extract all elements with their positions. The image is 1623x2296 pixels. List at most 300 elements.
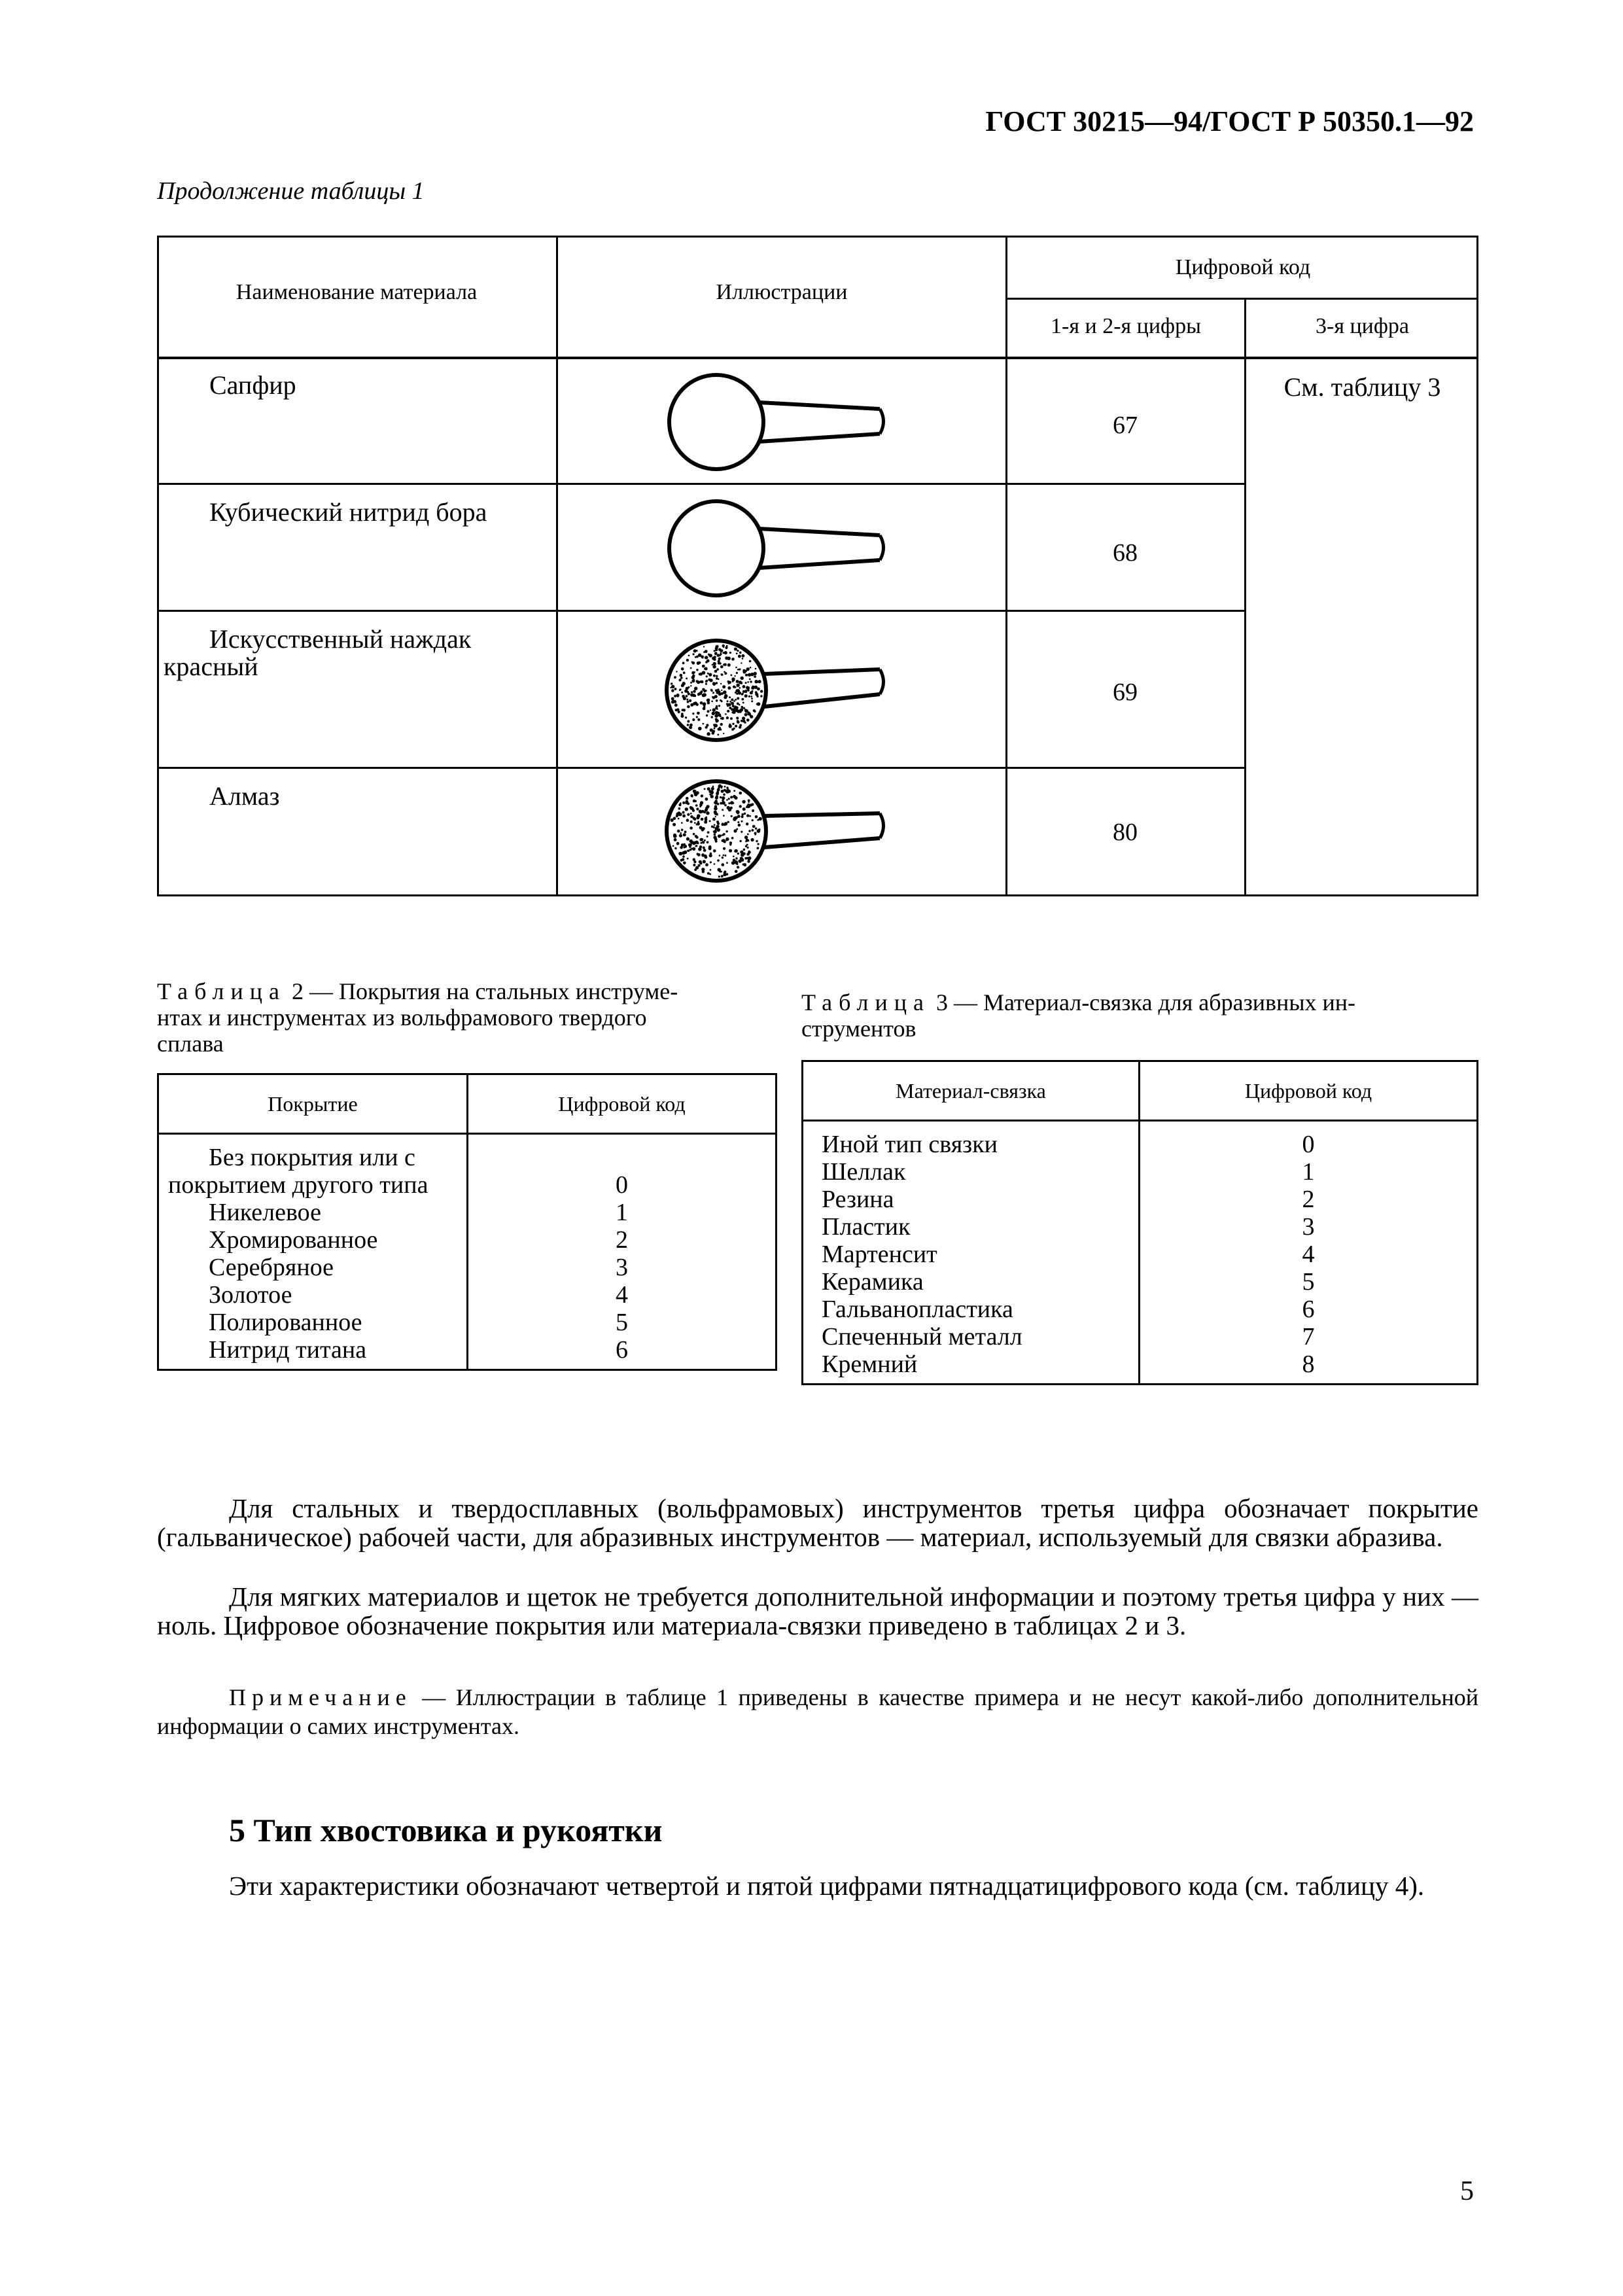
table2-code: 1 <box>616 1199 628 1226</box>
stipple-dot <box>731 711 733 713</box>
table2-caption-label: Таблица <box>157 978 286 1004</box>
stipple-dot <box>725 713 727 715</box>
stipple-dot <box>724 804 727 807</box>
stipple-dot <box>724 789 726 792</box>
stipple-dot <box>684 831 687 834</box>
stipple-dot <box>686 695 688 698</box>
table-row-divider <box>157 483 1246 485</box>
stipple-dot <box>685 802 687 804</box>
paragraph <box>157 1582 1478 1640</box>
paragraph <box>157 1871 1478 1900</box>
stipple-dot <box>737 650 739 652</box>
stipple-dot <box>690 821 693 823</box>
stipple-dot <box>674 703 678 707</box>
stipple-dot <box>742 654 745 658</box>
stipple-dot <box>702 827 705 830</box>
stipple-dot <box>711 826 714 828</box>
stipple-dot <box>697 821 699 822</box>
table3-item: Мартенсит <box>822 1241 937 1268</box>
stipple-dot <box>739 668 741 670</box>
stipple-dot <box>690 685 691 686</box>
stipple-dot <box>693 679 695 681</box>
table2-item: Без покрытия или с <box>209 1144 415 1171</box>
stipple-dot <box>722 863 725 866</box>
stipple-dot <box>721 875 724 877</box>
stipple-dot <box>705 650 708 653</box>
stipple-dot <box>734 675 735 677</box>
stipple-dot <box>720 871 722 873</box>
stipple-dot <box>722 796 725 800</box>
stipple-dot <box>696 703 699 706</box>
stipple-dot <box>694 868 697 871</box>
table3-caption-text: 3 — Материал-связка для абразивных ин- <box>935 989 1356 1016</box>
stipple-dot <box>689 699 691 702</box>
stipple-dot <box>750 667 752 669</box>
stipple-dot <box>722 685 725 688</box>
stipple-dot <box>716 813 718 815</box>
stipple-dot <box>688 849 690 852</box>
stipple-dot <box>721 673 724 676</box>
stipple-dot <box>710 853 712 855</box>
code-digits-1-2: 68 <box>1113 539 1138 567</box>
stipple-dot <box>691 676 695 679</box>
table-col-divider <box>556 236 558 896</box>
stipple-dot <box>744 694 748 698</box>
table2-code: 2 <box>616 1226 628 1254</box>
stipple-dot <box>722 809 724 811</box>
stipple-dot <box>680 674 683 677</box>
material-name: Алмаз <box>209 781 280 811</box>
stipple-dot <box>756 703 758 705</box>
stipple-dot <box>682 855 685 858</box>
stipple-dot <box>746 718 750 722</box>
stipple-dot <box>682 811 685 814</box>
table3-header-material: Материал-связка <box>803 1061 1140 1121</box>
stipple-dot <box>711 791 714 794</box>
stipple-dot <box>737 815 741 818</box>
stipple-dot <box>713 675 716 677</box>
stipple-dot <box>675 709 678 711</box>
stipple-dot <box>705 667 708 671</box>
stipple-dot <box>680 859 683 862</box>
note-label: Примечание <box>229 1684 412 1710</box>
stipple-dot <box>721 786 723 788</box>
material-name: Сапфир <box>209 370 296 400</box>
stipple-dot <box>740 840 742 842</box>
stipple-dot <box>696 656 699 658</box>
stipple-dot <box>686 677 688 679</box>
stipple-dot <box>683 862 686 865</box>
stipple-dot <box>697 662 700 665</box>
stipple-dot <box>751 698 753 699</box>
stipple-dot <box>729 724 731 726</box>
stipple-dot <box>750 691 753 694</box>
stipple-dot <box>705 661 708 663</box>
stipple-dot <box>738 692 741 695</box>
stipple-dot <box>702 688 705 691</box>
stipple-dot <box>697 853 699 856</box>
stipple-dot <box>730 717 733 720</box>
stipple-dot <box>676 671 677 672</box>
stipple-dot <box>690 794 693 797</box>
table2-item: покрытием другого типа <box>168 1171 428 1199</box>
materials-table <box>157 236 1478 896</box>
header-digital-code: Цифровой код <box>1175 255 1311 279</box>
stipple-dot <box>739 704 741 706</box>
stipple-dot <box>672 845 674 847</box>
stipple-dot <box>693 864 695 866</box>
stipple-dot <box>716 668 719 671</box>
stipple-dot <box>674 847 676 849</box>
paragraph-text: Для мягких материалов и щеток не требуется дополнительной информации и поэтому третья цифра у них — ноль. Цифровое обозначение покрытия или материала-связки приведено в таблицах 2 и 3. <box>157 1581 1478 1640</box>
stipple-dot <box>701 656 704 659</box>
stipple-dot <box>724 855 726 857</box>
stipple-dot <box>698 864 701 867</box>
stipple-dot <box>741 831 742 833</box>
table-border-left <box>157 236 159 896</box>
stipple-dot <box>726 716 729 719</box>
stipple-dot <box>708 847 710 849</box>
stipple-dot <box>701 690 703 693</box>
stipple-dot <box>735 725 737 728</box>
table2-code: 4 <box>616 1281 628 1309</box>
table2-caption-text: нтах и инструментах из вольфрамового твердого <box>157 1004 647 1031</box>
stipple-dot <box>712 786 714 788</box>
stipple-dot <box>742 860 744 862</box>
stipple-dot <box>737 812 739 814</box>
stipple-dot <box>742 702 744 704</box>
stipple-dot <box>681 713 684 715</box>
stipple-dot <box>728 681 731 684</box>
stipple-dot <box>717 803 720 805</box>
stipple-dot <box>723 815 725 817</box>
digit3-reference: См. таблицу 3 <box>1283 372 1441 402</box>
sphere-tool-icon <box>661 491 922 605</box>
stipple-dot <box>681 822 683 824</box>
stipple-dot <box>749 660 752 663</box>
stipple-dot <box>714 863 716 865</box>
stipple-dot <box>712 696 714 698</box>
stipple-dot <box>727 663 731 667</box>
stipple-dot <box>701 854 704 857</box>
stipple-dot <box>703 849 707 852</box>
stipple-dot <box>735 857 737 859</box>
stipple-dot <box>710 679 713 682</box>
stipple-dot <box>692 842 695 845</box>
stipple-dot <box>709 794 711 796</box>
table3-codes <box>1140 1121 1478 1385</box>
stipple-dot <box>760 690 763 692</box>
stipple-dot <box>723 833 725 836</box>
stipple-dot <box>682 662 685 665</box>
table-header-divider <box>1005 298 1478 300</box>
paragraph <box>157 1494 1478 1551</box>
stipple-dot <box>740 857 743 860</box>
stipple-dot <box>671 685 674 688</box>
stipple-dot <box>737 853 739 855</box>
stipple-dot <box>682 815 686 818</box>
stipple-dot <box>695 845 697 847</box>
stipple-dot <box>707 732 710 735</box>
stipple-dot <box>723 646 725 648</box>
paragraph-text: Эти характеристики обозначают четвертой и пятой цифрами пятнадцатицифрового кода (см. таблицу 4). <box>229 1871 1425 1901</box>
stipple-dot <box>726 862 728 864</box>
table2-code: 5 <box>616 1309 628 1336</box>
stipple-dot <box>720 683 722 684</box>
stipple-dot <box>682 802 685 804</box>
stipple-dot <box>743 671 746 674</box>
stipple-dot <box>722 823 725 826</box>
stipple-dot <box>723 690 727 694</box>
stipple-dot <box>690 682 692 684</box>
table3-code: 1 <box>1302 1158 1315 1186</box>
stipple-dot <box>748 806 750 808</box>
stipple-dot <box>697 693 700 696</box>
table3-item: Пластик <box>822 1213 911 1241</box>
stipple-dot <box>746 857 748 859</box>
stipple-dot <box>713 836 716 839</box>
stipple-dot <box>735 706 739 709</box>
stipple-dot <box>696 650 698 652</box>
stipple-dot <box>702 671 706 675</box>
stipple-dot <box>712 665 716 668</box>
stipple-dot <box>754 686 758 689</box>
stipple-dot <box>729 843 731 845</box>
stipple-dot <box>709 820 711 822</box>
stipple-dot <box>687 701 689 703</box>
stipple-dot <box>712 656 715 660</box>
stipple-dot <box>722 839 724 842</box>
stipple-dot <box>721 690 722 691</box>
page-number: 5 <box>1460 2176 1474 2206</box>
stipple-dot <box>748 851 750 853</box>
stipple-dot <box>733 817 737 821</box>
table2-caption <box>157 978 775 1057</box>
stipple-dot <box>728 802 730 804</box>
stipple-dot <box>705 683 707 685</box>
stipple-dot <box>676 842 680 845</box>
stipple-dot <box>729 849 732 853</box>
stipple-dot <box>701 794 703 797</box>
stipple-dot <box>731 702 734 705</box>
stipple-dot <box>737 669 739 671</box>
table3-caption-text: струментов <box>801 1016 916 1042</box>
stipple-dot <box>706 675 708 677</box>
stipple-dot <box>688 843 691 847</box>
stipple-dot <box>731 674 733 676</box>
code-digits-1-2: 80 <box>1113 819 1138 846</box>
stipple-dot <box>686 797 689 800</box>
stipple-dot <box>712 732 715 735</box>
stipple-dot <box>733 790 735 792</box>
stipple-dot <box>720 699 722 701</box>
material-name-line2: красный <box>164 652 258 681</box>
stipple-dot <box>729 652 731 654</box>
stipple-dot <box>724 786 726 788</box>
stipple-dot <box>741 662 742 663</box>
stipple-dot <box>699 811 701 813</box>
stipple-dot <box>723 794 725 796</box>
stipple-dot <box>682 709 684 711</box>
stipple-dot <box>731 815 733 817</box>
stipple-dot <box>716 675 718 677</box>
stipple-dot <box>693 671 695 673</box>
stipple-dot <box>701 818 704 821</box>
stipple-dot <box>748 857 751 860</box>
stipple-dot <box>729 696 731 698</box>
stipple-dot <box>709 874 711 875</box>
stipple-dot <box>746 822 748 825</box>
table2-caption-text: сплава <box>157 1031 224 1057</box>
stipple-dot <box>715 800 718 802</box>
stipple-dot <box>718 834 721 838</box>
table3-code: 5 <box>1302 1268 1315 1296</box>
stipple-dot <box>687 691 689 694</box>
stipple-dot <box>747 839 750 842</box>
stipple-dot <box>724 871 726 874</box>
stipple-dot <box>711 690 713 692</box>
stipple-dot <box>754 675 756 678</box>
document-code: ГОСТ 30215—94/ГОСТ Р 50350.1—92 <box>985 105 1474 137</box>
stipple-dot <box>698 727 702 731</box>
stipple-dot <box>706 811 709 815</box>
stipple-dot <box>717 822 720 825</box>
stipple-dot <box>704 788 706 790</box>
paragraph-text: Для стальных и твердосплавных (вольфрамовых) инструментов третья цифра обозначает покрытие (гальваническое) рабочей части, для абразивных инструментов — материал, используемый для связки абразива. <box>157 1493 1478 1552</box>
stipple-dot <box>747 847 749 849</box>
material-name-line1: Искусственный наждак <box>209 624 472 654</box>
table3-code: 2 <box>1302 1186 1315 1213</box>
stipple-dot <box>724 841 725 843</box>
stipple-dot <box>712 682 715 684</box>
stipple-dot <box>745 674 748 677</box>
stipple-dot <box>756 840 758 842</box>
stipple-dot <box>713 724 715 726</box>
stipple-dot <box>742 800 745 804</box>
stipple-dot <box>732 802 734 804</box>
table2-item: Никелевое <box>209 1199 322 1226</box>
stipple-dot <box>755 828 757 830</box>
table3-items <box>803 1121 1140 1385</box>
stipple-dot <box>726 645 728 647</box>
sphere-tool-icon <box>661 366 922 478</box>
stipple-dot <box>745 841 747 843</box>
dotted-sphere-tool-icon <box>661 769 922 893</box>
stipple-dot <box>757 847 759 849</box>
stipple-dot <box>738 824 741 827</box>
stipple-dot <box>718 712 720 715</box>
stipple-dot <box>671 819 674 822</box>
stipple-dot <box>731 837 734 839</box>
stipple-dot <box>692 718 695 721</box>
stipple-dot <box>703 646 705 647</box>
stipple-dot <box>685 807 688 811</box>
stipple-dot <box>720 665 724 669</box>
stipple-dot <box>695 841 699 844</box>
stipple-dot <box>672 823 676 826</box>
stipple-dot <box>733 829 737 832</box>
stipple-dot <box>672 700 675 703</box>
stipple-dot <box>710 861 712 863</box>
stipple-dot <box>741 853 744 857</box>
stipple-dot <box>700 801 703 804</box>
stipple-dot <box>743 849 746 851</box>
stipple-dot <box>758 843 759 845</box>
stipple-dot <box>719 785 722 787</box>
stipple-dot <box>718 658 721 660</box>
stipple-dot <box>748 696 750 698</box>
table2-item: Полированное <box>209 1309 362 1336</box>
stipple-dot <box>720 715 722 717</box>
stipple-dot <box>704 855 706 857</box>
stipple-dot <box>723 873 726 876</box>
stipple-dot <box>695 804 698 807</box>
stipple-dot <box>709 654 712 657</box>
stipple-dot <box>693 690 695 693</box>
table3-item: Гальванопластика <box>822 1296 1013 1323</box>
stipple-dot <box>697 712 700 715</box>
stipple-dot <box>739 680 742 684</box>
stipple-dot <box>711 701 713 703</box>
stipple-dot <box>712 818 716 821</box>
stipple-dot <box>720 723 723 726</box>
stipple-dot <box>729 707 731 709</box>
stipple-dot <box>682 695 685 698</box>
stipple-dot <box>749 815 751 817</box>
stipple-dot <box>674 688 677 690</box>
stipple-dot <box>747 834 749 836</box>
stipple-dot <box>692 713 694 715</box>
stipple-dot <box>696 716 698 718</box>
stipple-dot <box>679 688 681 690</box>
stipple-dot <box>686 838 689 841</box>
stipple-dot <box>738 655 741 658</box>
stipple-dot <box>701 838 703 840</box>
stipple-dot <box>741 698 744 701</box>
stipple-dot <box>688 655 690 657</box>
stipple-dot <box>751 700 753 702</box>
stipple-dot <box>716 825 720 828</box>
stipple-dot <box>689 724 693 727</box>
stipple-dot <box>718 705 720 707</box>
stipple-dot <box>714 695 718 698</box>
table3-item: Иной тип связки <box>822 1131 998 1158</box>
stipple-dot <box>708 673 712 677</box>
header-illustrations: Иллюстрации <box>716 280 848 304</box>
stipple-dot <box>735 860 739 864</box>
stipple-dot <box>692 662 695 665</box>
stipple-dot <box>671 689 674 692</box>
table-border-bottom <box>157 894 1478 896</box>
table2-item: Хромированное <box>209 1226 378 1254</box>
stipple-dot <box>723 733 724 734</box>
stipple-dot <box>739 724 742 727</box>
stipple-dot <box>715 707 718 709</box>
stipple-dot <box>706 715 708 716</box>
header-material: Наименование материала <box>236 280 478 304</box>
stipple-dot <box>735 870 738 874</box>
table3-code: 6 <box>1302 1296 1315 1323</box>
stipple-dot <box>741 821 743 822</box>
stipple-dot <box>707 836 708 838</box>
stipple-dot <box>680 846 683 849</box>
stipple-dot <box>716 719 718 721</box>
stipple-dot <box>732 723 734 725</box>
stipple-dot <box>714 728 716 730</box>
stipple-dot <box>707 710 710 713</box>
stipple-dot <box>705 680 708 683</box>
stipple-dot <box>747 681 749 683</box>
